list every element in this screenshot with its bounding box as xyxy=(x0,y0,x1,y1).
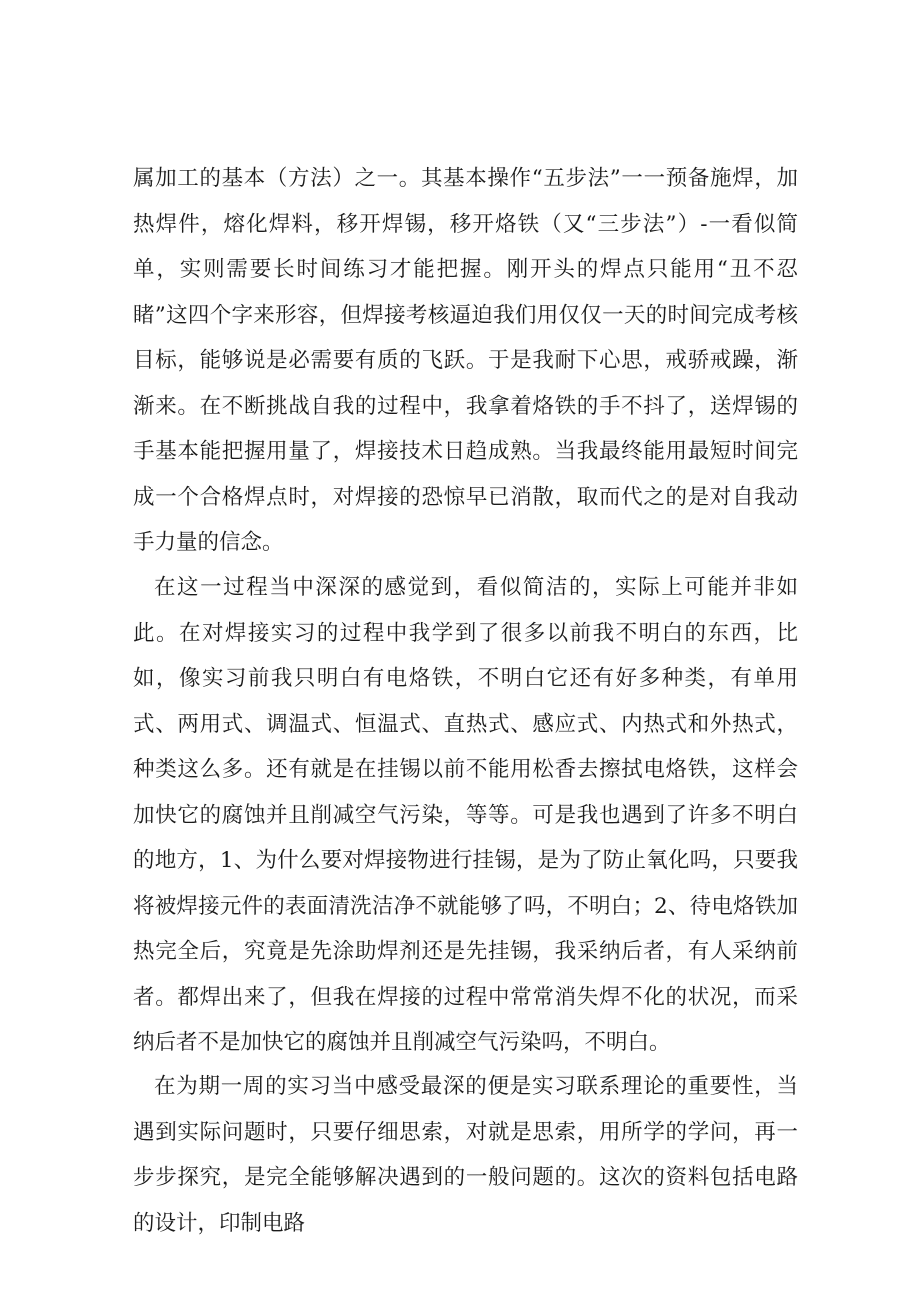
paragraph-2: 在这一过程当中深深的感觉到，看似简洁的，实际上可能并非如此。在对焊接实习的过程中我学到了很多以前我不明白的东西，比如，像实习前我只明白有电烙铁，不明白它还有好多种类，有单用式、两用式、调温式、恒温式、直热式、感应式、内热式和外热式，种类这么多。还有就是在挂锡以前不能用松香去擦拭电烙铁，这样会加快它的腐蚀并且削减空气污染，等等。可是我也遇到了许多不明白的地方，1、为什么要对焊接物进行挂锡，是为了防止氧化吗，只要我将被焊接元件的表面清洗洁净不就能够了吗，不明白；2、待电烙铁加热完全后，究竟是先涂助焊剂还是先挂锡，我采纳后者，有人采纳前者。都焊出来了，但我在焊接的过程中常常消失焊不化的状况，而采纳后者不是加快它的腐蚀并且削减空气污染吗，不明白。 xyxy=(133,575,798,1055)
paragraph-1: 属加工的基本（方法）之一。其基本操作“五步法”一一预备施焊，加热焊件，熔化焊料，移开焊锡，移开烙铁（又“三步法”）-一看似简单，实则需要长时间练习才能把握。刚开头的焊点只能用“丑不忍睹”这四个字来形容，但焊接考核逼迫我们用仅仅一天的时间完成考核目标，能够说是必需要有质的飞跃。于是我耐下心思，戒骄戒躁，渐渐来。在不断挑战自我的过程中，我拿着烙铁的手不抖了，送焊锡的手基本能把握用量了，焊接技术日趋成熟。当我最终能用最短时间完成一个合格焊点时，对焊接的恐惊早已消散，取而代之的是对自我动手力量的信念。 xyxy=(133,166,798,555)
paragraph-3: 在为期一周的实习当中感受最深的便是实习联系理论的重要性，当遇到实际问题时，只要仔细思索，对就是思索，用所学的学问，再一步步探究，是完全能够解决遇到的一般问题的。这次的资料包括电路的设计，印制电路 xyxy=(133,1074,798,1236)
